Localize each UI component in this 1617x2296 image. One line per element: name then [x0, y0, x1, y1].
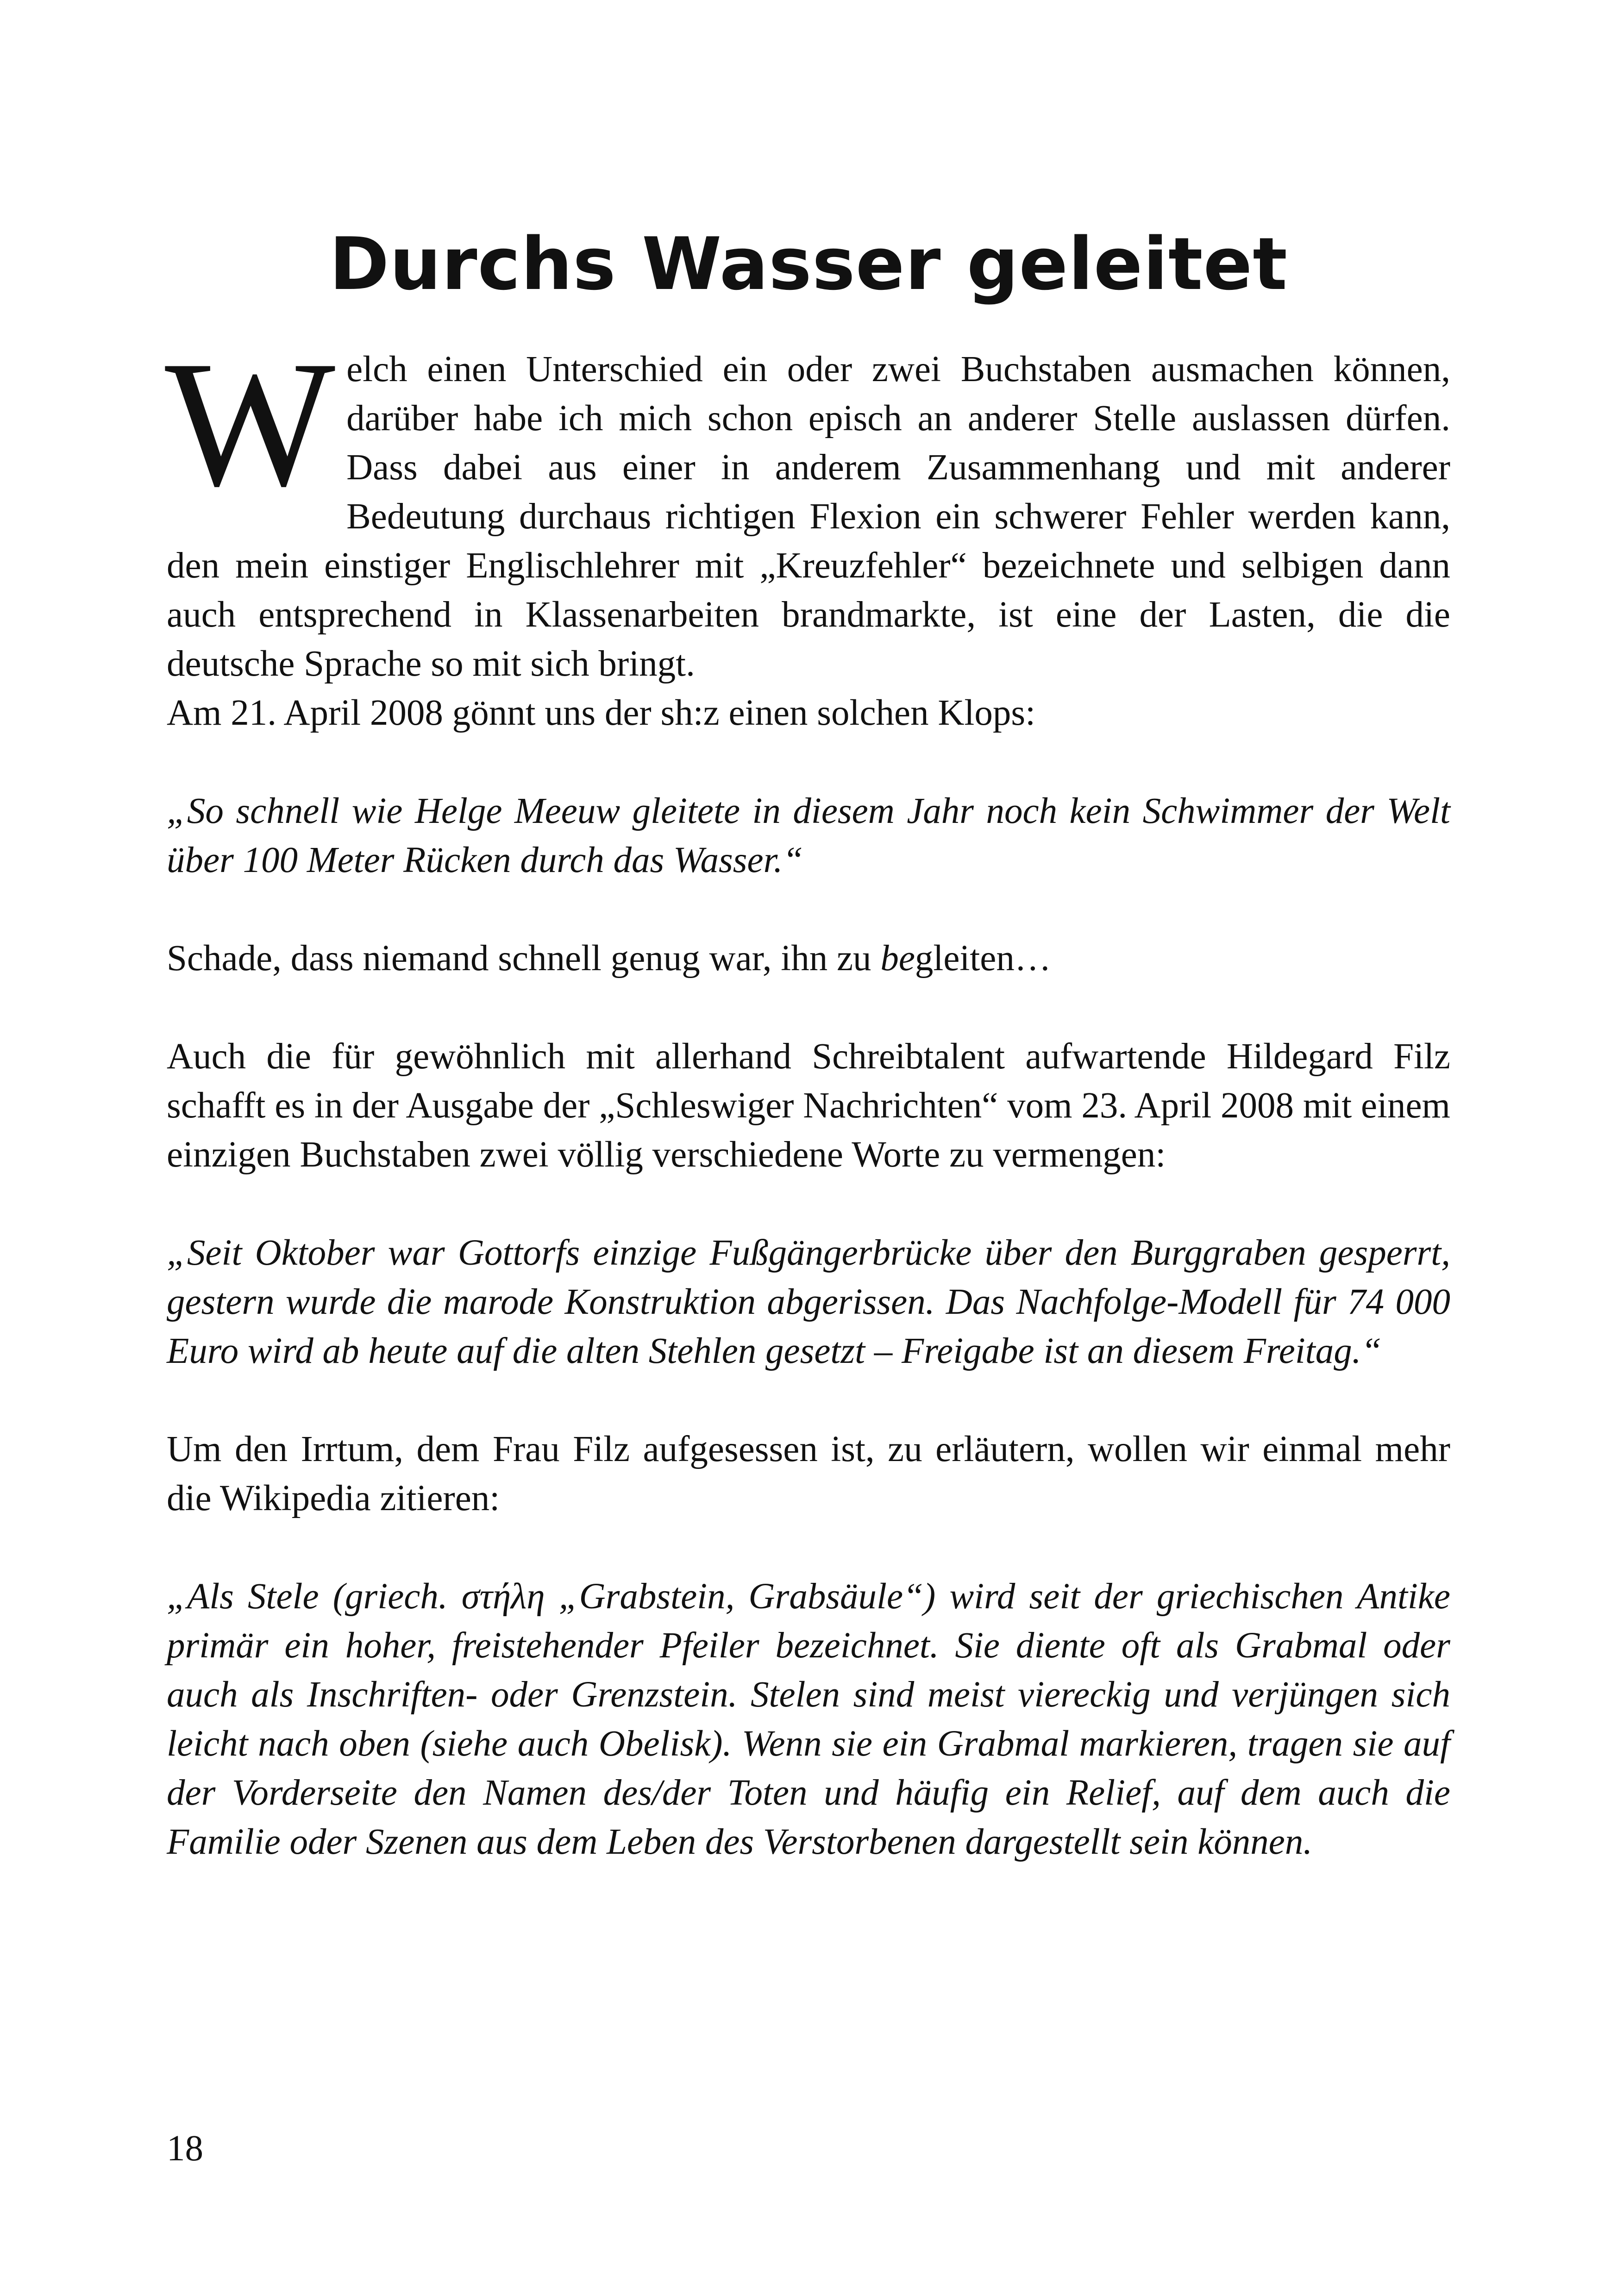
spacer: [167, 1523, 1450, 1572]
intro-text: elch einen Unterschied ein oder zwei Buchstaben ausmachen können, darüber habe ich mich schon episch an anderer Stelle auslassen dürfen. Dass dabei aus einer in anderem Zusammenhang und mit anderer Bedeutung durchaus richtigen Flexion ein schwerer Fehler werden kann, den mein einstiger Englischlehrer mit „Kreuzfehler“ bezeichnete und selbigen dann auch entsprechend in Klassenarbeiten brandmarkte, ist eine der Lasten, die die deutsche Sprache so mit sich bringt.: [167, 349, 1450, 684]
comment-paragraph: [167, 934, 1450, 983]
page-number: 18: [167, 2128, 203, 2169]
drop-cap: W: [165, 324, 336, 524]
quote-schleswiger-nachrichten: „Seit Oktober war Gottorfs einzige Fußgängerbrücke über den Burggraben gesperrt, gestern wurde die marode Konstruktion abgerissen. Das Nachfolge-Modell für 74 000 Euro wird ab heute auf die alten Stehlen gesetzt – Freigabe ist an diesem Freitag.“: [167, 1233, 1450, 1371]
quote-shz: „So schnell wie Helge Meeuw gleitete in diesem Jahr noch kein Schwimmer der Welt über 100 Meter Rücken durch das Wasser.“: [167, 791, 1450, 880]
spacer: [167, 885, 1450, 934]
quote-wikipedia: „Als Stele (griech. στήλη „Grabstein, Grabsäule“) wird seit der griechischen Antike primär ein hoher, freistehender Pfeiler bezeichnet. Sie diente oft als Grabmal oder auch als Inschriften- oder Grenzstein. Stelen sind meist viereckig und verjüngen sich leicht nach oben (siehe auch Obelisk). Wenn sie ein Grabmal markieren, tragen sie auf der Vorderseite den Namen des/der Toten und häufig ein Relief, auf dem auch die Familie oder Szenen aus dem Leben des Verstorbenen dargestellt sein können.: [167, 1576, 1450, 1862]
spacer: [167, 983, 1450, 1032]
intro-second-line: Am 21. April 2008 gönnt uns der sh:z einen solchen Klops:: [167, 693, 1036, 733]
intro-paragraph: [165, 324, 1450, 689]
spacer: [167, 1179, 1450, 1229]
filz-paragraph: Auch die für gewöhnlich mit allerhand Schreibtalent aufwartende Hildegard Filz schafft es in der Ausgabe der „Schleswiger Nachrichten“ vom 23. April 2008 mit einem einzigen Buchstaben zwei völlig verschiedene Worte zu vermengen:: [167, 1036, 1450, 1175]
spacer: [167, 738, 1450, 787]
wikipedia-intro-paragraph: Um den Irrtum, dem Frau Filz aufgesessen ist, zu erläutern, wollen wir einmal mehr die Wikipedia zitieren:: [167, 1429, 1450, 1518]
page-body: [165, 324, 1450, 1867]
page-title: Durchs Wasser geleitet: [329, 222, 1288, 306]
spacer: [167, 1376, 1450, 1425]
comment-after: gleiten…: [915, 938, 1051, 979]
comment-before: Schade, dass niemand schnell genug war, ihn zu: [167, 938, 881, 979]
comment-emphasis: be: [880, 938, 915, 979]
